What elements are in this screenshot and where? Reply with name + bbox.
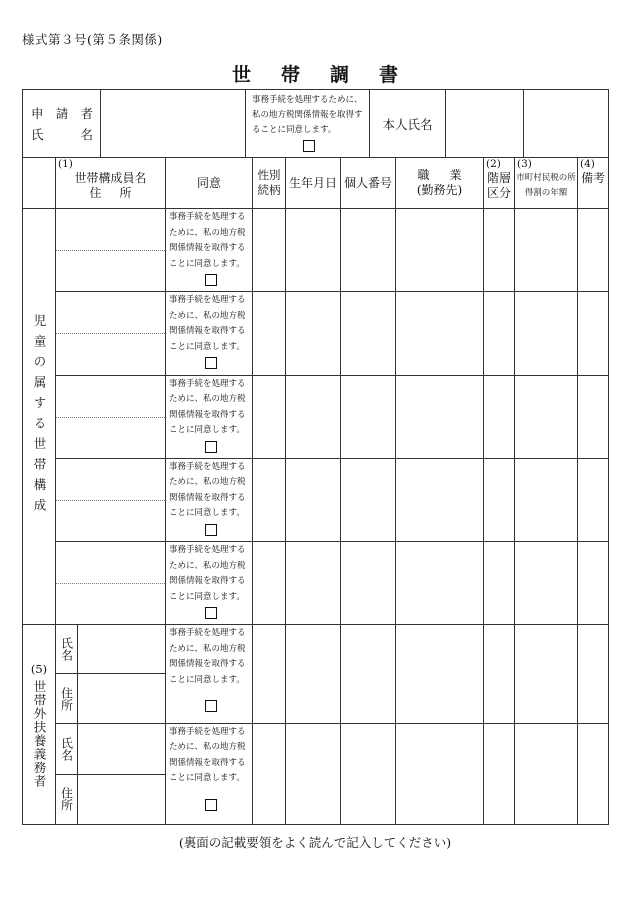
member-relationship-3[interactable] bbox=[253, 375, 286, 458]
member-tax-4[interactable] bbox=[515, 458, 578, 541]
outside-section-label: 世帯外扶養義務者 bbox=[32, 679, 47, 788]
member-relationship-1[interactable] bbox=[253, 209, 286, 292]
member-class-3[interactable] bbox=[484, 375, 515, 458]
member-occupation-4[interactable] bbox=[396, 458, 484, 541]
outside-consent-text-2: 事務手続を処理するために、私の地方税関係情報を取得することに同意します。 bbox=[169, 726, 246, 784]
header-member bbox=[56, 158, 166, 209]
member-birth-5[interactable] bbox=[286, 542, 341, 625]
header-notes-num: (4) bbox=[580, 158, 595, 170]
member-class-5[interactable] bbox=[484, 542, 515, 625]
outside-consent-checkbox-2[interactable] bbox=[205, 799, 217, 811]
outside-address-label-1: 住所 bbox=[56, 674, 78, 723]
header-notes-label: 備考 bbox=[581, 171, 606, 185]
member-consent-text-2: 事務手続を処理するために、私の地方税関係情報を取得することに同意します。 bbox=[169, 295, 246, 352]
outside-name-field-1[interactable] bbox=[78, 625, 166, 674]
form-number: 様式第３号(第５条関係) bbox=[22, 32, 163, 47]
member-consent-3 bbox=[166, 375, 253, 458]
applicant-name-field[interactable] bbox=[101, 90, 246, 158]
member-consent-5 bbox=[166, 542, 253, 625]
applicant-consent-text: 事務手続を処理するために、私の地方税関係情報を取得することに同意します。 bbox=[252, 95, 363, 135]
member-birth-2[interactable] bbox=[286, 292, 341, 375]
applicant-consent-cell bbox=[246, 90, 370, 158]
header-id-number: 個人番号 bbox=[341, 158, 396, 209]
outside-name-field-2[interactable] bbox=[78, 723, 166, 774]
header-tax bbox=[515, 158, 578, 209]
header-corner bbox=[23, 158, 56, 209]
member-class-4[interactable] bbox=[484, 458, 515, 541]
outside-class-2[interactable] bbox=[484, 723, 515, 824]
outside-birth-2[interactable] bbox=[286, 723, 341, 824]
applicant-table bbox=[22, 89, 609, 158]
member-notes-4[interactable] bbox=[578, 458, 609, 541]
household-section-label: 児童の属する世帯構成 bbox=[32, 314, 47, 520]
header-class-num: (2) bbox=[486, 158, 501, 170]
member-id-number-5[interactable] bbox=[341, 542, 396, 625]
outside-tax-1[interactable] bbox=[515, 625, 578, 723]
member-name-address-3[interactable] bbox=[56, 375, 166, 458]
self-name-field[interactable] bbox=[446, 90, 524, 158]
member-name-address-4[interactable] bbox=[56, 458, 166, 541]
member-id-number-1[interactable] bbox=[341, 209, 396, 292]
member-relationship-2[interactable] bbox=[253, 292, 286, 375]
member-consent-checkbox-4[interactable] bbox=[205, 524, 217, 536]
member-class-1[interactable] bbox=[484, 209, 515, 292]
footer-note: (裏面の記載要領をよく読んで記入してください) bbox=[178, 835, 452, 850]
member-occupation-2[interactable] bbox=[396, 292, 484, 375]
member-notes-5[interactable] bbox=[578, 542, 609, 625]
applicant-name-label bbox=[23, 90, 101, 158]
member-consent-checkbox-1[interactable] bbox=[205, 274, 217, 286]
header-tax-label: 市町村民税の所得割の年額 bbox=[516, 173, 576, 198]
header-relationship: 性別続柄 bbox=[253, 158, 286, 209]
member-name-address-2[interactable] bbox=[56, 292, 166, 375]
outside-notes-1[interactable] bbox=[578, 625, 609, 723]
outside-relationship-1[interactable] bbox=[253, 625, 286, 723]
member-consent-text-1: 事務手続を処理するために、私の地方税関係情報を取得することに同意します。 bbox=[169, 212, 246, 269]
outside-address-field-1[interactable] bbox=[78, 674, 166, 723]
header-member-num: (1) bbox=[58, 158, 73, 170]
applicant-label-line1: 申請者 bbox=[31, 105, 93, 121]
outside-section-label-cell bbox=[23, 625, 56, 825]
outside-notes-2[interactable] bbox=[578, 723, 609, 824]
member-id-number-2[interactable] bbox=[341, 292, 396, 375]
outside-relationship-2[interactable] bbox=[253, 723, 286, 824]
member-consent-1 bbox=[166, 209, 253, 292]
member-notes-1[interactable] bbox=[578, 209, 609, 292]
header-notes bbox=[578, 158, 609, 209]
outside-name-label-1: 氏名 bbox=[56, 625, 78, 674]
header-tax-num: (3) bbox=[517, 158, 532, 170]
member-name-address-5[interactable] bbox=[56, 542, 166, 625]
outside-occupation-2[interactable] bbox=[396, 723, 484, 824]
outside-consent-checkbox-1[interactable] bbox=[205, 700, 217, 712]
member-consent-checkbox-2[interactable] bbox=[205, 357, 217, 369]
outside-consent-1 bbox=[166, 625, 253, 723]
member-consent-2 bbox=[166, 292, 253, 375]
member-tax-2[interactable] bbox=[515, 292, 578, 375]
outside-address-label-2: 住所 bbox=[56, 774, 78, 824]
outside-num: (5) bbox=[30, 661, 48, 676]
member-birth-4[interactable] bbox=[286, 458, 341, 541]
member-tax-3[interactable] bbox=[515, 375, 578, 458]
self-name-label: 本人氏名 bbox=[370, 90, 446, 158]
outside-class-1[interactable] bbox=[484, 625, 515, 723]
outside-tax-2[interactable] bbox=[515, 723, 578, 824]
member-name-address-1[interactable] bbox=[56, 209, 166, 292]
header-class bbox=[484, 158, 515, 209]
member-consent-4 bbox=[166, 458, 253, 541]
header-birth: 生年月日 bbox=[286, 158, 341, 209]
member-relationship-4[interactable] bbox=[253, 458, 286, 541]
member-class-2[interactable] bbox=[484, 292, 515, 375]
header-member-line1: 世帯構成員名 bbox=[74, 171, 147, 185]
member-id-number-3[interactable] bbox=[341, 375, 396, 458]
member-occupation-1[interactable] bbox=[396, 209, 484, 292]
member-consent-text-4: 事務手続を処理するために、私の地方税関係情報を取得することに同意します。 bbox=[169, 461, 246, 519]
applicant-label-line2: 氏名 bbox=[31, 126, 93, 142]
member-notes-2[interactable] bbox=[578, 292, 609, 375]
form-title: 世帯調書 bbox=[231, 64, 428, 86]
header-member-line2: 住所 bbox=[89, 186, 150, 200]
member-tax-1[interactable] bbox=[515, 209, 578, 292]
household-table bbox=[22, 157, 609, 825]
member-consent-checkbox-3[interactable] bbox=[205, 441, 217, 453]
header-class-label: 階層区分 bbox=[487, 171, 512, 200]
outside-address-field-2[interactable] bbox=[78, 774, 166, 824]
member-occupation-5[interactable] bbox=[396, 542, 484, 625]
outside-occupation-1[interactable] bbox=[396, 625, 484, 723]
member-id-number-4[interactable] bbox=[341, 458, 396, 541]
member-birth-1[interactable] bbox=[286, 209, 341, 292]
applicant-consent-checkbox[interactable] bbox=[303, 140, 315, 152]
member-consent-text-3: 事務手続を処理するために、私の地方税関係情報を取得することに同意します。 bbox=[169, 378, 246, 436]
member-occupation-3[interactable] bbox=[396, 375, 484, 458]
header-consent: 同意 bbox=[166, 158, 253, 209]
household-section-label-cell bbox=[23, 209, 56, 625]
outside-id-number-1[interactable] bbox=[341, 625, 396, 723]
member-birth-3[interactable] bbox=[286, 375, 341, 458]
outside-consent-text-1: 事務手続を処理するために、私の地方税関係情報を取得することに同意します。 bbox=[169, 628, 246, 685]
applicant-blank-cell bbox=[524, 90, 609, 158]
outside-birth-1[interactable] bbox=[286, 625, 341, 723]
member-notes-3[interactable] bbox=[578, 375, 609, 458]
outside-id-number-2[interactable] bbox=[341, 723, 396, 824]
outside-name-label-2: 氏名 bbox=[56, 723, 78, 774]
header-occupation bbox=[396, 158, 484, 209]
header-occupation-line1: 職業 bbox=[417, 168, 482, 183]
member-consent-checkbox-5[interactable] bbox=[205, 607, 217, 619]
outside-consent-2 bbox=[166, 723, 253, 824]
header-occupation-line2: (勤務先) bbox=[416, 183, 463, 198]
member-relationship-5[interactable] bbox=[253, 542, 286, 625]
member-tax-5[interactable] bbox=[515, 542, 578, 625]
member-consent-text-5: 事務手続を処理するために、私の地方税関係情報を取得することに同意します。 bbox=[169, 545, 246, 602]
